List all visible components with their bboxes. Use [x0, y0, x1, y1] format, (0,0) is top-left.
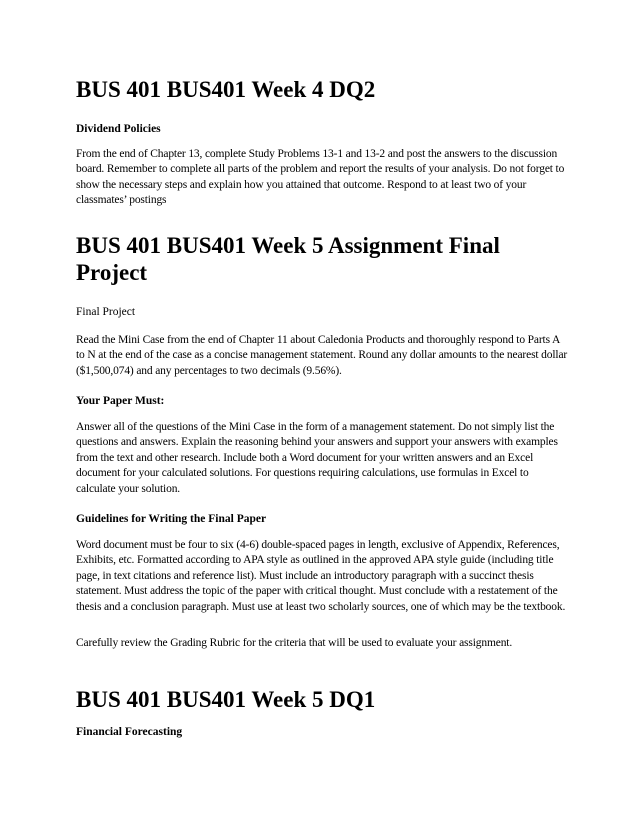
section-paragraph: Carefully review the Grading Rubric for the criteria that will be used to evaluate your assignment. [76, 637, 513, 649]
section-subtitle-final-project: Final Project [76, 306, 136, 318]
section-title-week5-dq1: BUS 401 BUS401 Week 5 DQ1 [76, 687, 376, 712]
section-subtitle-financial-forecasting: Financial Forecasting [76, 726, 183, 738]
heading-your-paper-must: Your Paper Must: [76, 395, 165, 407]
section-title-week4-dq2: BUS 401 BUS401 Week 4 DQ2 [76, 77, 376, 102]
section-title-week5-final-project: BUS 401 BUS401 Week 5 Assignment Final Project [76, 233, 500, 285]
section-paragraph: Word document must be four to six (4-6) double-spaced pages in length, exclusive of Appendix, References, Exhibits, etc. Formatted according to APA style as outlined in the approved APA style guide (including title page, in text citations and reference list). Must include an introductory paragraph with a succinct thesis statement. Must address the topic of the paper with critical thought. Must conclude with a restatement of the thesis and a conclusion paragraph. Must use at least two scholarly sources, one of which may be the textbook. [76, 539, 566, 613]
section-subtitle-dividend-policies: Dividend Policies [76, 123, 161, 135]
section-paragraph: From the end of Chapter 13, complete Study Problems 13-1 and 13-2 and post the answers to the discussion board. Remember to complete all parts of the problem and report the results of your analysis. Do not forget to show the necessary steps and explain how you attained that outcome. Respond to at least two of your classmates’ postings [76, 148, 565, 207]
section-paragraph: Answer all of the questions of the Mini Case in the form of a management statement. Do not simply list the questions and answers. Explain the reasoning behind your answers and support your answers with examples from the text and other research. Include both a Word document for your written answers and an Excel document for your calculated solutions. For questions requiring calculations, use formulas in Excel to calculate your solution. [76, 421, 558, 495]
heading-guidelines: Guidelines for Writing the Final Paper [76, 513, 267, 525]
section-paragraph: Read the Mini Case from the end of Chapter 11 about Caledonia Products and thoroughly respond to Parts A to N at the end of the case as a concise management statement. Round any dollar amounts to the nearest dollar ($1,500,074) and any percentages to two decimals (9.56%). [76, 334, 568, 377]
